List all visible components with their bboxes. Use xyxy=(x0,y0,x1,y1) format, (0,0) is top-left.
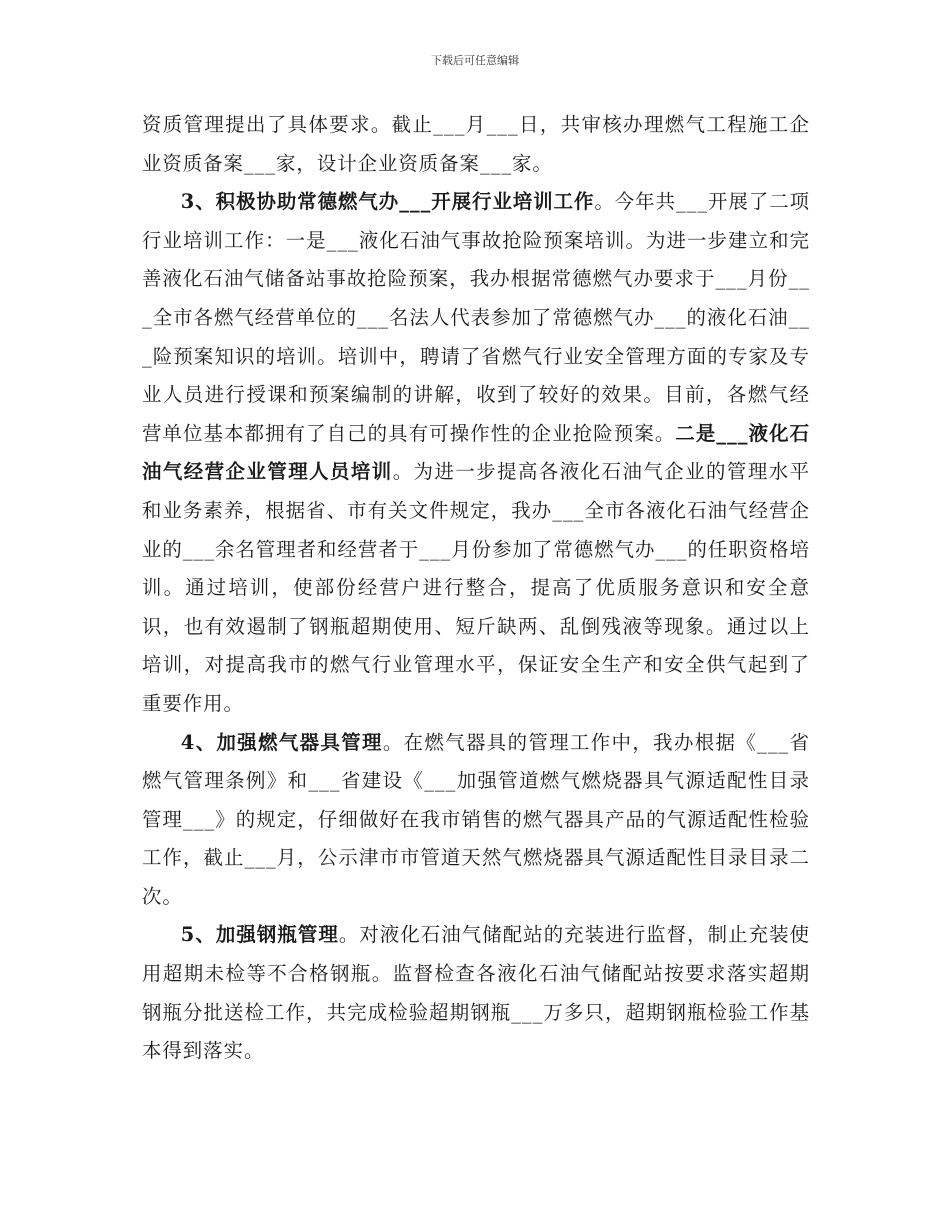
paragraph-4 xyxy=(142,916,810,1070)
page-header: 下载后可任意编辑 xyxy=(431,54,519,67)
section-5-text: 。对液化石油气储配站的充装进行监督，制止充装使用超期未检等不合格钢瓶。监督检查各液化石油气储配站按要求落实超期钢瓶分批送检工作，共完成检验超期钢瓶___万多只，超期钢瓶检验工作基本得到落实。 xyxy=(142,923,811,1063)
section-5-heading: 5、加强钢瓶管理 xyxy=(180,923,339,947)
section-3-text-a: 。今年共___开展了二项行业培训工作：一是___液化石油气事故抢险预案培训。为进一步建立和完善液化石油气储备站事故抢险预案，我办根据常德燃气办要求于___月份___全市各燃气经营单位的___名法人代表参加了常德燃气办___的液化石油___险预案知识的培训。培训中，聘请了省燃气行业安全管理方面的专家及专业人员进行授课和预案编制的讲解，收到了较好的效果。目前，各燃气经营单位基本都拥有了自己的具有可操作性的企业抢险预案。 xyxy=(142,190,811,445)
document-body xyxy=(142,106,810,1071)
paragraph-2 xyxy=(142,183,810,723)
paragraph-1-text: 资质管理提出了具体要求。截止___月___日，共审核办理燃气工程施工企业资质备案___家，设计企业资质备案___家。 xyxy=(142,113,810,175)
section-4-heading: 4、加强燃气器具管理 xyxy=(180,730,383,754)
paragraph-3 xyxy=(142,724,810,917)
paragraph-1 xyxy=(142,106,810,183)
section-3-text-b: 。为进一步提高各液化石油气企业的管理水平和业务素养，根据省、市有关文件规定，我办___全市各液化石油气经营企业的___余名管理者和经营者于___月份参加了常德燃气办___的任职资格培训。通过培训，使部份经营户进行整合，提高了优质服务意识和安全意识，也有效遏制了钢瓶超期使用、短斤缺两、乱倒残液等现象。通过以上培训，对提高我市的燃气行业管理水平，保证安全生产和安全供气起到了重要作用。 xyxy=(142,460,810,715)
section-3-subheading: 二是___液化石油气经营企业管理人员培训 xyxy=(142,421,810,484)
section-3-heading: 3、积极协助常德燃气办___开展行业培训工作 xyxy=(180,190,595,214)
section-4-text: 。在燃气器具的管理工作中，我办根据《___省燃气管理条例》和___省建设《___加强管道燃气燃烧器具气源适配性目录管理___》的规定，仔细做好在我市销售的燃气器具产品的气源适配性检验工作，截止___月，公示津市市管道天然气燃烧器具气源适配性目录目录二次。 xyxy=(142,730,810,908)
